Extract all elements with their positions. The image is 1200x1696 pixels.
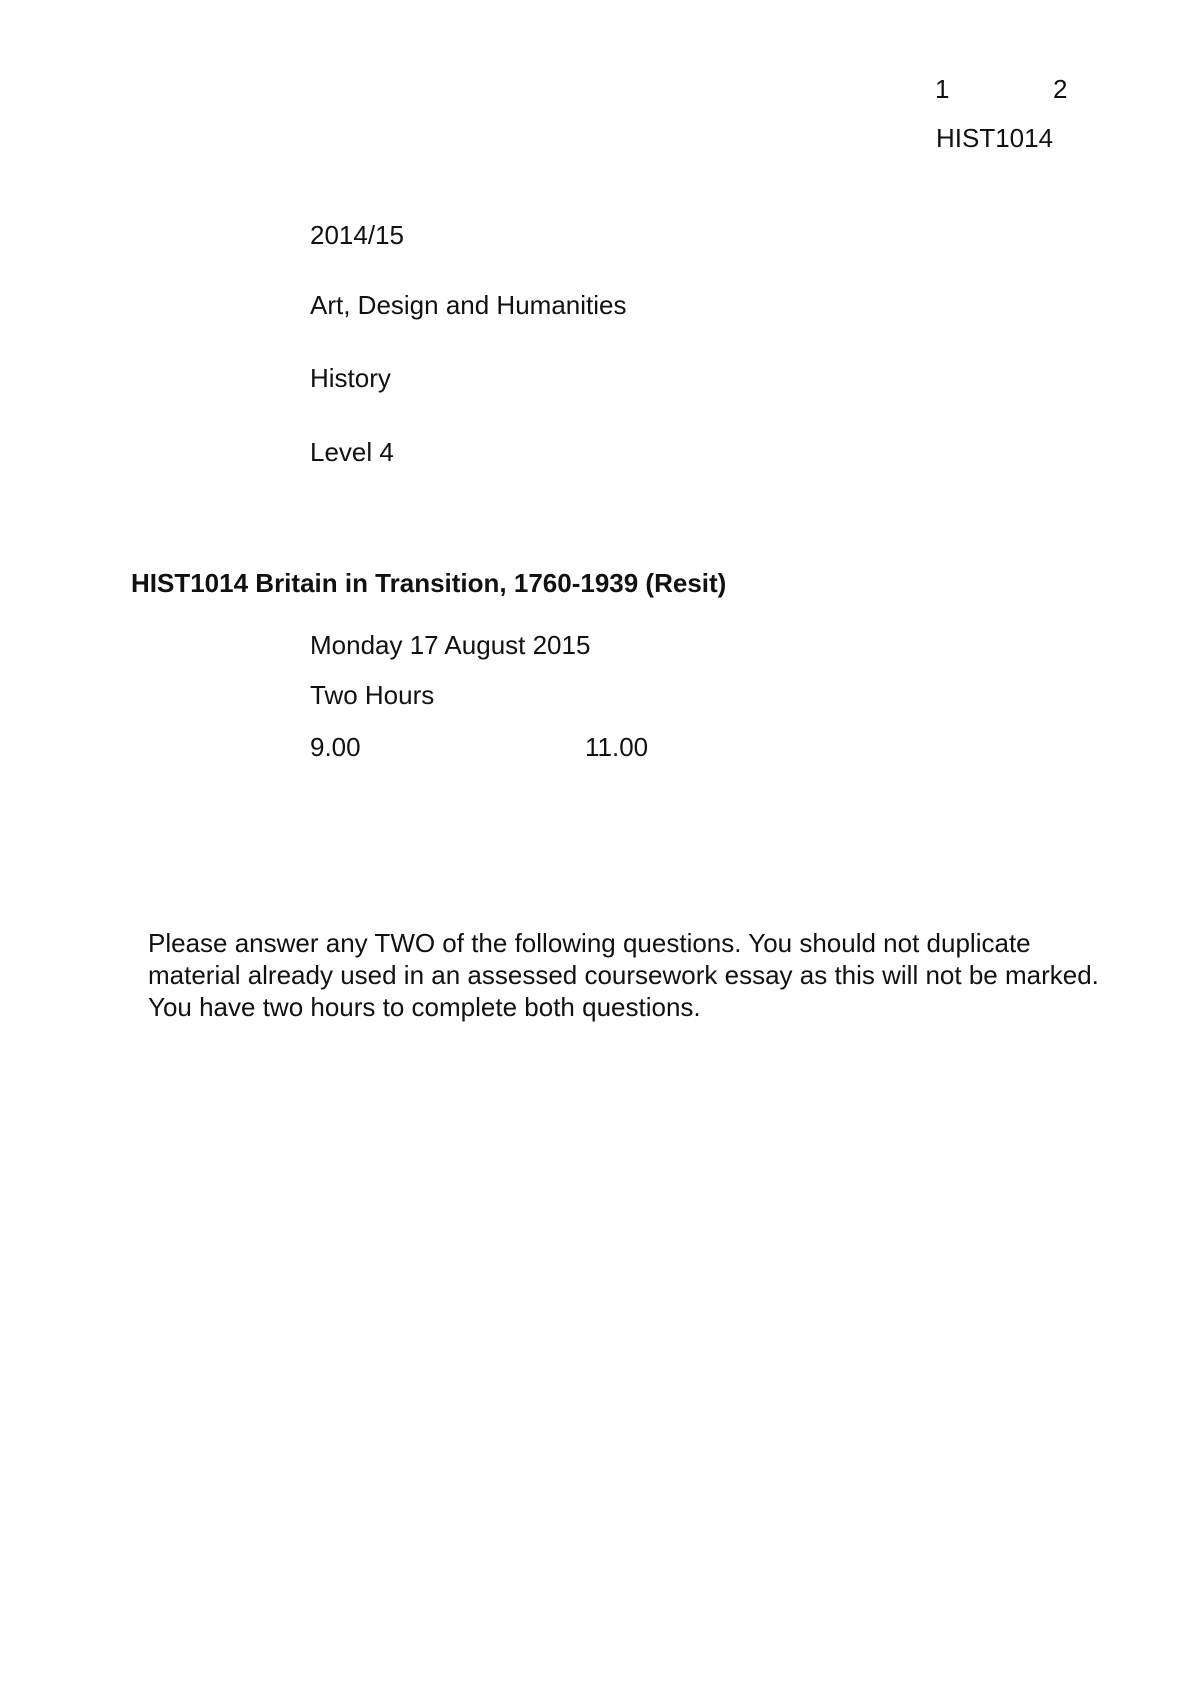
exam-start-time: 9.00 — [310, 732, 361, 762]
exam-title: HIST1014 Britain in Transition, 1760-1939 (Resit) — [131, 568, 727, 598]
exam-instructions: Please answer any TWO of the following questions. You should not duplicate material already used in an assessed coursework essay as this will not be marked. You have two hours to complete both questions. — [148, 928, 1099, 1022]
exam-duration: Two Hours — [310, 680, 435, 710]
exam-end-time: 11.00 — [585, 732, 649, 762]
header-page-number-left: 1 — [935, 74, 950, 104]
level: Level 4 — [310, 437, 394, 467]
academic-year: 2014/15 — [310, 220, 404, 250]
exam-date: Monday 17 August 2015 — [310, 630, 591, 660]
subject-name: History — [310, 363, 391, 393]
faculty-name: Art, Design and Humanities — [310, 290, 627, 320]
header-module-code: HIST1014 — [936, 123, 1054, 153]
header-page-number-right: 2 — [1053, 74, 1068, 104]
